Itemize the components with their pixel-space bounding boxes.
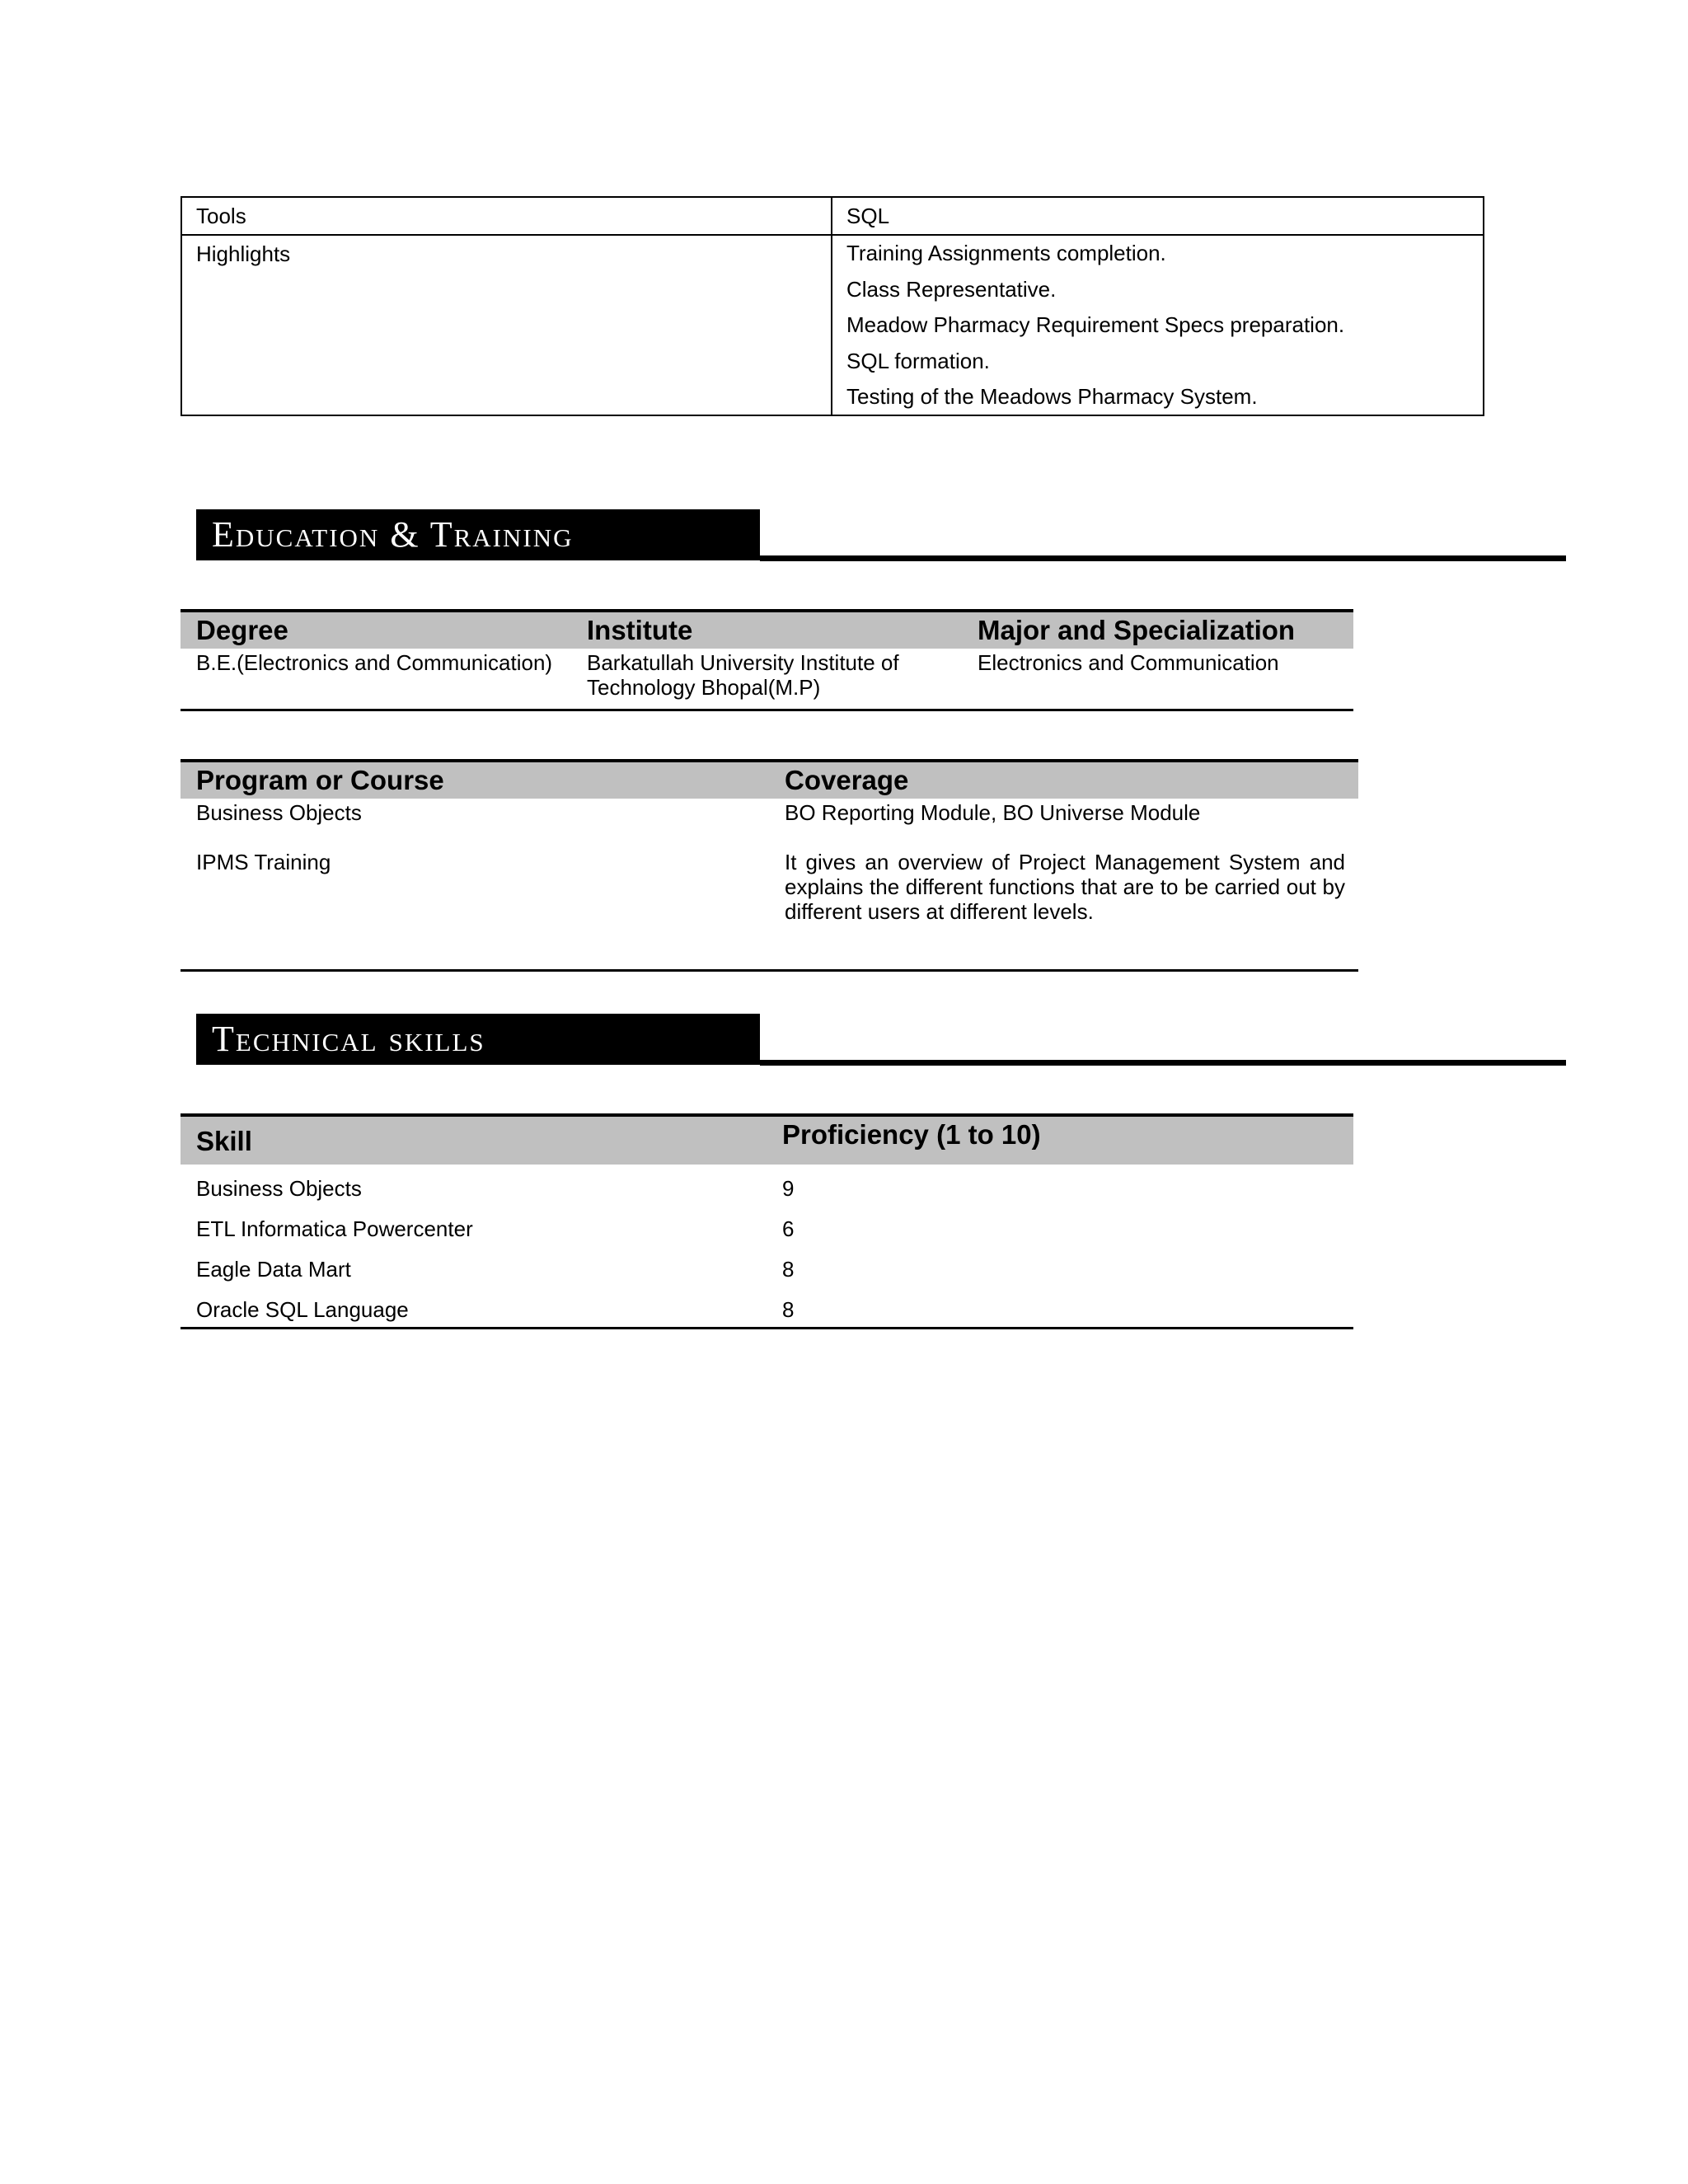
table-row [181,1257,1353,1290]
highlights-label: Highlights [182,236,832,415]
skills-section-rule [760,1060,1566,1066]
highlight-item: SQL formation. [846,348,990,373]
highlight-item: Training Assignments completion. [846,241,1166,265]
header-skill: Skill [196,1126,252,1156]
degree-value: B.E.(Electronics and Communication) [196,650,553,675]
table-row [181,1216,1353,1249]
education-section-rule [760,555,1566,561]
course-table-header [181,762,1358,799]
course-table [181,759,1358,972]
highlight-item: Testing of the Meadows Pharmacy System. [846,384,1258,409]
education-section-title: Education & Training [196,509,760,560]
highlights-list [832,236,1483,415]
highlights-row [182,234,1483,415]
highlight-item: Meadow Pharmacy Requirement Specs preparation. [846,312,1345,337]
coverage-value: It gives an overview of Project Management System and explains the different functions that are to be carried out by different users at different levels. [785,850,1345,924]
degree-table-header [181,612,1353,649]
skill-proficiency: 9 [782,1176,795,1201]
skill-proficiency: 6 [782,1216,795,1241]
header-proficiency: Proficiency (1 to 10) [782,1119,1041,1150]
skill-name: Eagle Data Mart [196,1257,351,1282]
skills-section-title: Technical skills [196,1014,760,1065]
table-row [181,850,1358,949]
course-value: IPMS Training [196,850,331,874]
table-row [181,799,1358,840]
skills-table-header [181,1117,1353,1165]
course-value: Business Objects [196,800,362,825]
skill-proficiency: 8 [782,1257,795,1282]
skill-name: Business Objects [196,1176,362,1201]
skills-table-bottom-rule [181,1327,1353,1329]
header-institute: Institute [587,615,693,645]
major-value: Electronics and Communication [978,650,1279,675]
highlight-item: Class Representative. [846,276,1057,302]
tools-value: SQL [846,204,890,228]
course-table-bottom-rule [181,969,1358,972]
skill-proficiency: 8 [782,1297,795,1322]
header-major: Major and Specialization [978,615,1296,645]
skill-name: ETL Informatica Powercenter [196,1216,473,1241]
tools-row [182,198,1483,234]
header-degree: Degree [196,615,288,645]
tools-label: Tools [182,198,832,234]
table-row [181,649,1353,710]
header-coverage: Coverage [785,765,909,795]
coverage-value: BO Reporting Module, BO Universe Module [785,800,1201,825]
table-row [181,1297,1353,1327]
header-program: Program or Course [196,765,444,795]
degree-table-bottom-rule [181,709,1353,711]
table-row [181,1176,1353,1209]
skill-name: Oracle SQL Language [196,1297,409,1322]
tools-highlights-table [181,196,1484,416]
institute-value: Barkatullah University Institute of Technology Bhopal(M.P) [587,650,899,700]
degree-table [181,609,1353,713]
skills-table [181,1113,1353,1331]
